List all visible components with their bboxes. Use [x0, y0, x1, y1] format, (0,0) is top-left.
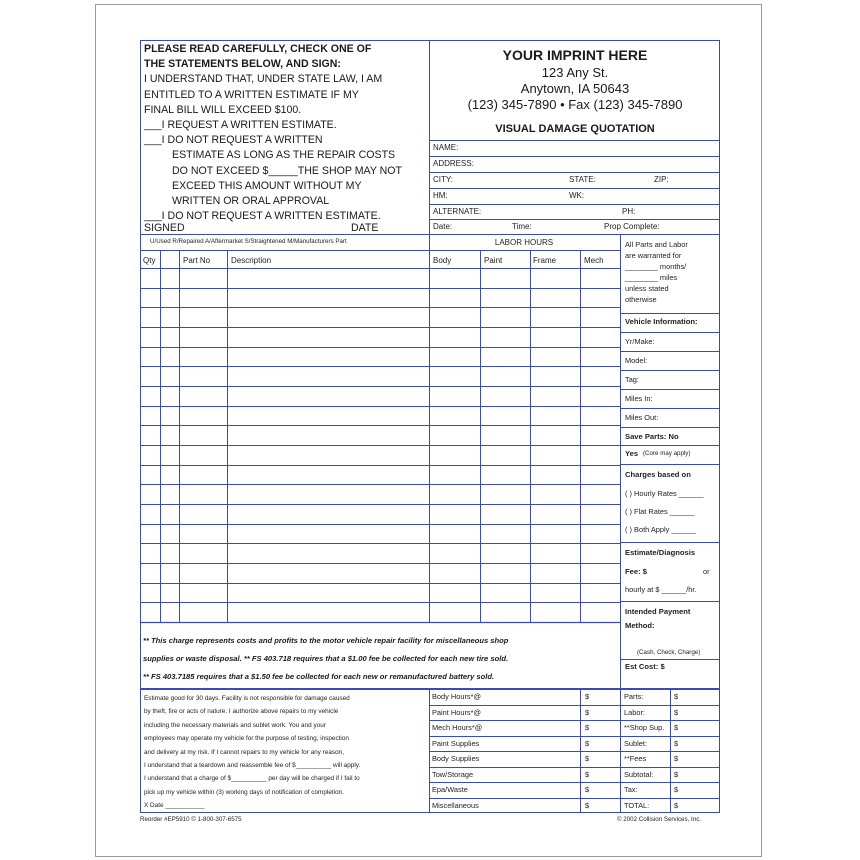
- cost-row-line: [429, 705, 720, 706]
- terms-line: Estimate good for 30 days. Facility is not responsible for damage caused: [144, 695, 350, 702]
- cost-dollar[interactable]: $: [585, 754, 590, 763]
- model-field[interactable]: Model:: [625, 356, 648, 365]
- totals-dollar[interactable]: $: [674, 739, 679, 748]
- footnotes: [143, 632, 508, 686]
- charges-hourly[interactable]: ( ) Hourly Rates ______: [625, 489, 704, 498]
- date-field[interactable]: Date:: [433, 222, 453, 231]
- notice-line: ENTITLED TO A WRITTEN ESTIMATE IF MY: [144, 88, 359, 101]
- notice-line: DO NOT EXCEED $_____THE SHOP MAY NOT: [172, 164, 402, 177]
- form-title: VISUAL DAMAGE QUOTATION: [495, 123, 655, 135]
- warranty-months[interactable]: ________ months/: [625, 262, 687, 271]
- terms-line: and delivery at my risk. If I cannot repairs to my vehicle for any reason,: [144, 748, 344, 756]
- home-phone-field[interactable]: HM:: [433, 191, 448, 200]
- diagnosis-hourly[interactable]: hourly at $ ______/hr.: [625, 585, 697, 594]
- side-line: [620, 313, 720, 314]
- totals-dollar[interactable]: $: [674, 723, 679, 732]
- side-line: [620, 408, 720, 409]
- save-parts-yes[interactable]: Yes: [625, 449, 639, 458]
- totals-dollar[interactable]: $: [674, 785, 679, 794]
- side-line: [620, 542, 720, 543]
- footnote-line: ** This charge represents costs and profits to the motor vehicle repair facility for miscellaneous shop: [143, 636, 509, 645]
- col-part-no: Part No: [183, 256, 211, 265]
- diagnosis-heading: Estimate/Diagnosis: [625, 548, 696, 557]
- cost-row-label: Body Supplies: [432, 754, 480, 763]
- date-label[interactable]: DATE: [351, 222, 379, 234]
- cost-row-label: Paint Hours*@: [432, 708, 481, 717]
- cost-dollar[interactable]: $: [585, 739, 590, 748]
- core-note: (Core may apply): [643, 450, 691, 457]
- notice-line: ESTIMATE AS LONG AS THE REPAIR COSTS: [172, 149, 396, 162]
- payment-heading-1: Intended Payment: [625, 607, 691, 616]
- totals-row-label: Labor:: [624, 708, 645, 717]
- terms-line: pick up my vehicle within (3) working days of notification of completion.: [144, 788, 344, 796]
- side-line: [620, 601, 720, 602]
- footnote-line: ** FS 403.7185 requires that a $1.50 fee be collected for each new or remanufactured battery sold.: [143, 672, 495, 681]
- cost-row-label: Mech Hours*@: [432, 723, 483, 732]
- imprint-street: 123 Any St.: [541, 65, 609, 80]
- terms-line[interactable]: I understand that a teardown and reassemble fee of $__________ will apply.: [144, 762, 361, 770]
- cost-dollar[interactable]: $: [585, 692, 590, 701]
- cost-row-line: [429, 736, 720, 737]
- totals-row-label: **Fees: [624, 754, 647, 763]
- col-frame: Frame: [533, 256, 557, 265]
- tag-field[interactable]: Tag:: [625, 375, 639, 384]
- side-line: [620, 464, 720, 465]
- vehicle-info-heading: Vehicle Information:: [625, 317, 698, 326]
- totals-dollar[interactable]: $: [674, 754, 679, 763]
- warranty-note: [625, 239, 688, 305]
- signed-label[interactable]: SIGNED: [144, 222, 185, 234]
- cost-dollar[interactable]: $: [585, 708, 590, 717]
- col-mech: Mech: [584, 256, 604, 265]
- city-field[interactable]: CITY:: [433, 175, 454, 184]
- totals-row-label: TOTAL:: [624, 801, 650, 810]
- warranty-miles[interactable]: ________ miles: [625, 273, 678, 282]
- part-legend: U/Used R/Repaired A/Aftermarket S/Straightened M/Manufacturers Part: [150, 238, 347, 245]
- terms-line: including the necessary materials and sublet work. You and your: [144, 721, 326, 729]
- imprint-title: YOUR IMPRINT HERE: [502, 47, 648, 63]
- terms-text: [144, 692, 360, 813]
- cost-dollar[interactable]: $: [585, 801, 590, 810]
- cost-dollar[interactable]: $: [585, 723, 590, 732]
- side-line: [620, 427, 720, 428]
- col-qty: Qty: [143, 256, 156, 265]
- totals-row-label: Tax:: [624, 785, 638, 794]
- terms-line: by theft, fire or acts of nature. I authorize above repairs to my vehicle: [144, 708, 339, 716]
- cost-row-line: [429, 751, 720, 752]
- warranty-line: unless stated: [625, 284, 669, 293]
- imprint-city: Anytown, IA 50643: [520, 81, 630, 96]
- cost-row-label: Paint Supplies: [432, 739, 480, 748]
- ph-field[interactable]: PH:: [622, 207, 636, 216]
- notice-heading-2: THE STATEMENTS BELOW, AND SIGN:: [144, 58, 341, 71]
- cost-dollar[interactable]: $: [585, 785, 590, 794]
- work-phone-field[interactable]: WK:: [569, 191, 585, 200]
- charges-both[interactable]: ( ) Both Apply ______: [625, 525, 697, 534]
- signature-line[interactable]: X Date ___________: [144, 802, 205, 810]
- notice-line: EXCEED THIS AMOUNT WITHOUT MY: [172, 179, 362, 192]
- col-paint: Paint: [484, 256, 503, 265]
- notice-line: WRITTEN OR ORAL APPROVAL: [172, 195, 330, 208]
- labor-hours-heading: LABOR HOURS: [494, 238, 554, 247]
- cost-row-label: Body Hours*@: [432, 692, 481, 701]
- est-cost-field[interactable]: Est Cost: $: [625, 662, 665, 671]
- footnote-line: supplies or waste disposal. ** FS 403.718 requires that a $1.00 fee be collected for each new tire sold.: [143, 654, 509, 663]
- warranty-line: All Parts and Labor: [625, 240, 688, 249]
- notice-line: FINAL BILL WILL EXCEED $100.: [144, 103, 302, 116]
- prop-complete-field[interactable]: Prop Complete:: [604, 222, 660, 231]
- totals-dollar[interactable]: $: [674, 692, 679, 701]
- name-field[interactable]: NAME:: [433, 143, 459, 152]
- totals-row-label: Subtotal:: [624, 770, 654, 779]
- address-field[interactable]: ADDRESS:: [433, 159, 474, 168]
- side-line: [620, 332, 720, 333]
- time-field[interactable]: Time:: [512, 222, 532, 231]
- cost-row-label: Tow/Storage: [432, 770, 474, 779]
- totals-row-label: **Shop Sup.: [624, 723, 665, 732]
- side-line: [620, 445, 720, 446]
- totals-row-label: Sublet:: [624, 739, 648, 748]
- cost-row-line: [429, 798, 720, 799]
- notice-option-no-request-limit[interactable]: ___I DO NOT REQUEST A WRITTEN: [144, 134, 323, 147]
- totals-dollar[interactable]: $: [674, 770, 679, 779]
- miles-in-field[interactable]: Miles In:: [625, 394, 653, 403]
- save-parts-no[interactable]: Save Parts: No: [625, 432, 679, 441]
- warranty-line: are warranted for: [625, 251, 682, 260]
- cost-row-line: [429, 720, 720, 721]
- diagnosis-fee[interactable]: Fee: $: [625, 567, 647, 576]
- col-description: Description: [231, 256, 272, 265]
- side-line: [620, 351, 720, 352]
- totals-dollar[interactable]: $: [674, 708, 679, 717]
- side-line: [620, 370, 720, 371]
- notice-option-request[interactable]: ___I REQUEST A WRITTEN ESTIMATE.: [144, 119, 337, 132]
- totals-dollar[interactable]: $: [674, 801, 679, 810]
- charges-flat[interactable]: ( ) Flat Rates ______: [625, 507, 695, 516]
- quotation-form: [140, 40, 720, 821]
- totals-row-label: Parts:: [624, 692, 644, 701]
- imprint-phone: (123) 345-7890 • Fax (123) 345-7890: [467, 97, 683, 112]
- yr-make-field[interactable]: Yr/Make:: [625, 337, 655, 346]
- payment-note: (Cash, Check, Charge): [637, 649, 701, 656]
- terms-line[interactable]: I understand that a charge of $__________ per day will be charged if I fail to: [144, 775, 360, 783]
- payment-heading-2: Method:: [625, 621, 655, 630]
- cost-row-line: [429, 782, 720, 783]
- side-line: [620, 389, 720, 390]
- notice-option-no-request[interactable]: ___I DO NOT REQUEST A WRITTEN ESTIMATE.: [144, 210, 381, 223]
- cost-row-line: [429, 767, 720, 768]
- terms-line: employees may operate my vehicle for the purpose of testing, inspection: [144, 735, 349, 743]
- col-body: Body: [433, 256, 452, 265]
- reorder-note: Reorder #EP5910 © 1-800-307-6575: [140, 816, 242, 823]
- cost-row-label: Miscellaneous: [432, 801, 479, 810]
- notice-heading-1: PLEASE READ CAREFULLY, CHECK ONE OF: [144, 43, 372, 55]
- copyright-note: © 2002 Collision Services, Inc.: [617, 816, 702, 823]
- side-line: [620, 659, 720, 660]
- diagnosis-or: or: [703, 567, 710, 576]
- miles-out-field[interactable]: Miles Out:: [625, 413, 659, 422]
- cost-row-label: Epa/Waste: [432, 785, 468, 794]
- zip-field[interactable]: ZIP:: [654, 175, 669, 184]
- notice-line: I UNDERSTAND THAT, UNDER STATE LAW, I AM: [144, 73, 383, 86]
- charges-heading: Charges based on: [625, 470, 691, 479]
- state-field[interactable]: STATE:: [569, 175, 596, 184]
- cost-dollar[interactable]: $: [585, 770, 590, 779]
- alternate-field[interactable]: ALTERNATE:: [433, 207, 482, 216]
- warranty-line: otherwise: [625, 295, 657, 304]
